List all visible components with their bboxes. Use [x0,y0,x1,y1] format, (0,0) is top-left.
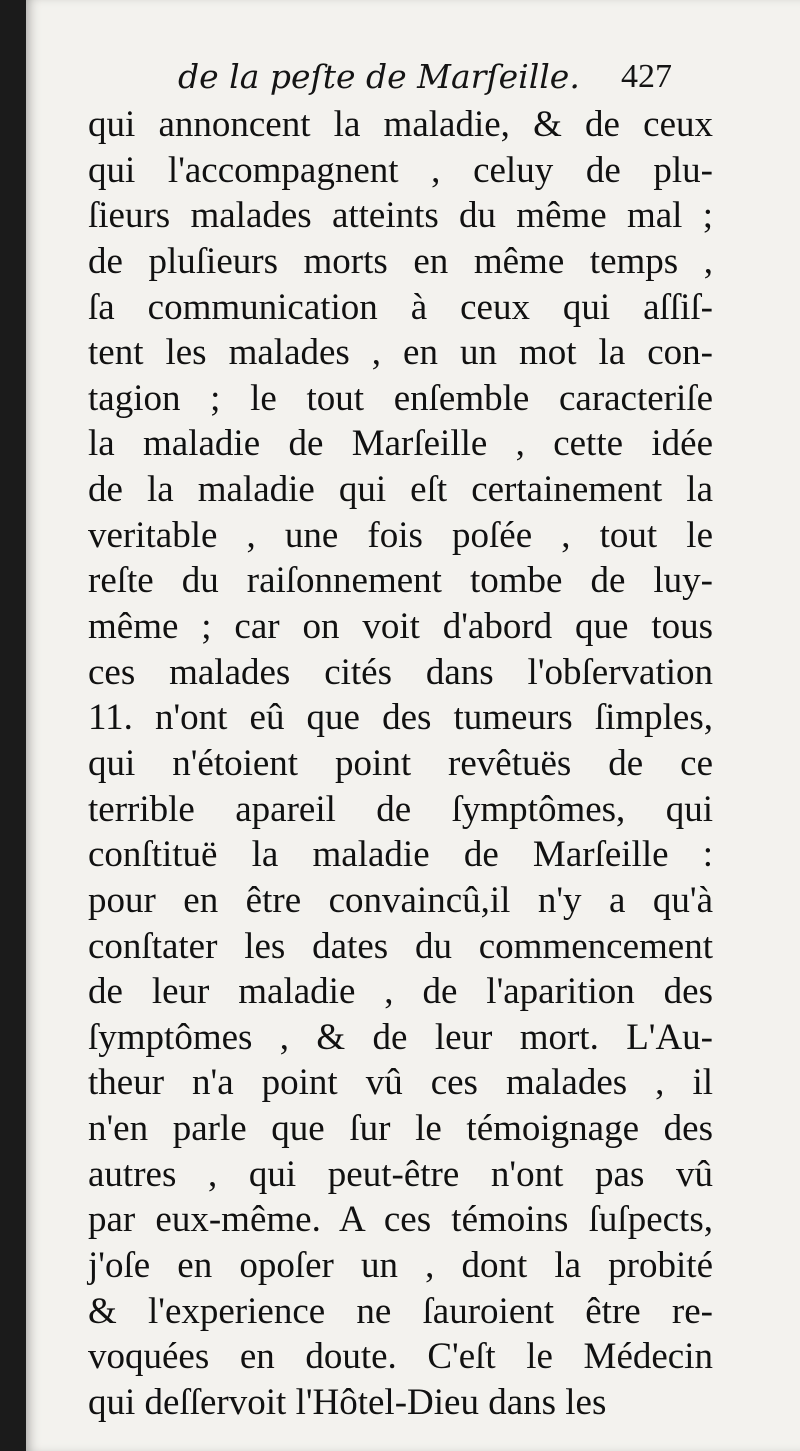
text-line: & l'experience ne ſauroient être re- [88,1290,713,1332]
text-line: theur n'a point vû ces malades , il [88,1062,713,1104]
text-line: de pluſieurs morts en même temps , [88,240,713,282]
text-line: pour en être convaincû,il n'y a qu'à [88,879,713,921]
text-line: qui annoncent la maladie, & de ceux [88,104,713,145]
text-line: qui n'étoient point revêtuës de ce [88,742,713,784]
text-line: même ; car on voit d'abord que tous [88,606,713,648]
text-line: conſtater les dates du commencement [88,925,713,967]
text-line: terrible apareil de ſymptômes, qui [88,788,713,830]
text-line: qui l'accompagnent , celuy de plu- [88,149,713,191]
text-line: autres , qui peut-être n'ont pas vû [88,1153,713,1195]
text-line: ſymptômes , & de leur mort. L'Au- [88,1016,713,1058]
text-line: voquées en doute. C'eſt le Médecin [88,1336,713,1378]
text-line: ces malades cités dans l'obſervation [88,651,713,693]
body-text [88,102,713,1426]
text-line: de leur maladie , de l'aparition des [88,971,713,1013]
text-line: n'en parle que ſur le témoignage des [88,1108,713,1150]
text-line: conſtituë la maladie de Marſeille : [88,834,713,876]
text-line: de la maladie qui eſt certainement la [88,469,713,511]
text-line: 11. n'ont eû que des tumeurs ſimples, [88,697,713,739]
text-line: tent les malades , en un mot la con- [88,332,713,374]
running-head-title: de la peſte de Marſeille. [178,57,580,96]
text-line: j'oſe en opoſer un , dont la probité [88,1245,713,1287]
text-line: tagion ; le tout enſemble caracteriſe [88,377,713,419]
text-line: reſte du raiſonnement tombe de luy- [88,560,713,602]
text-line: qui deſſervoit l'Hôtel-Dieu dans les [88,1381,607,1423]
page-number: 427 [621,58,672,95]
text-line: veritable , une fois poſée , tout le [88,514,713,556]
text-line: ſieurs malades atteints du même mal ; [88,195,713,237]
running-head [26,52,800,102]
text-line: ſa communication à ceux qui aſſiſ- [88,286,713,328]
text-line: par eux-même. A ces témoins ſuſpects, [88,1199,713,1241]
text-line: la maladie de Marſeille , cette idée [88,423,713,465]
book-page [26,0,800,1451]
